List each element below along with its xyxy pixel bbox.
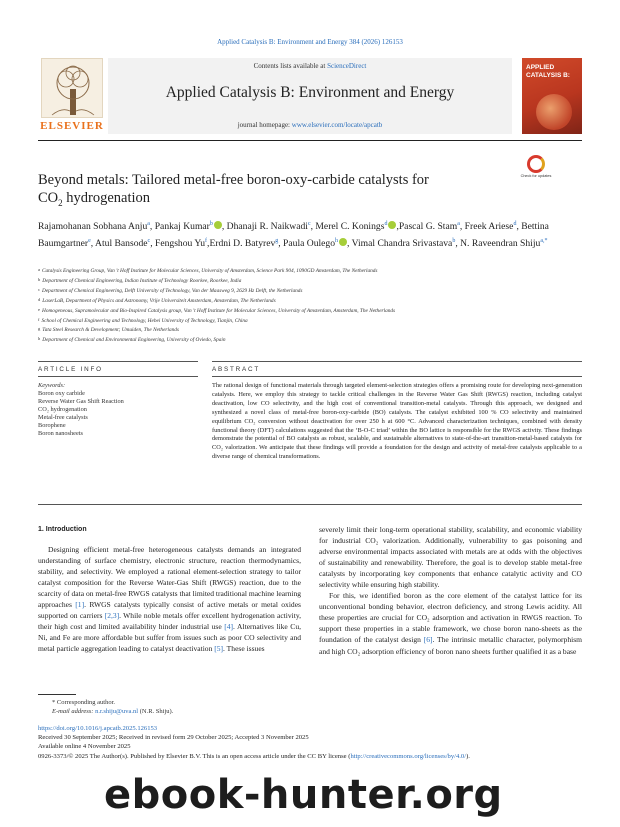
affiliation-tag: c <box>38 286 40 292</box>
affiliation-item <box>38 316 583 326</box>
title-co: CO <box>38 190 59 206</box>
keyword-item: Boron nanosheets <box>38 429 83 437</box>
license-link[interactable]: http://creativecommons.org/licenses/by/4.0/ <box>350 752 467 760</box>
author-name[interactable]: Erdni D. Batyrev <box>209 238 276 250</box>
homepage-prefix: journal homepage: <box>237 121 292 129</box>
cover-graphic <box>536 94 572 130</box>
author-affiliation-marker[interactable]: a <box>457 221 460 227</box>
intro-p1-text-b: . RWGS catalysts typically consist of active metals or metal oxides supported on carriers <box>38 600 301 621</box>
article-info-rule-2 <box>38 376 198 377</box>
footnote-rule <box>38 694 76 695</box>
affiliation-tag: h <box>38 336 41 342</box>
keyword-item: Borophene <box>38 421 66 429</box>
author-affiliation-marker[interactable]: a,* <box>540 238 548 245</box>
affiliation-text: School of Chemical Engineering and Technology, Hebei University of Technology, Tianjin, China <box>41 317 248 324</box>
elsevier-wordmark: ELSEVIER <box>40 120 104 132</box>
received-dates: Received 30 September 2025; Received in revised form 29 October 2025; Accepted 3 November 2025 <box>38 734 309 742</box>
corresponding-author-note: * Corresponding author. <box>52 699 116 706</box>
author-separator: , <box>221 221 227 233</box>
author-affiliation-marker[interactable]: h <box>335 238 339 245</box>
affiliation-text: Tata Steel Research & Development; Umuiden, The Netherlands <box>42 327 179 334</box>
intro-p1-text-e: . These issues <box>223 644 265 654</box>
citation-link[interactable]: [6] <box>423 635 433 645</box>
author-affiliation-marker[interactable]: d <box>384 221 388 227</box>
affiliation-tag: a <box>38 267 40 272</box>
keyword-item: Boron oxy carbide <box>38 390 85 397</box>
author-separator: , <box>347 238 352 250</box>
affiliation-list <box>38 266 583 345</box>
introduction-heading: 1. Introduction <box>38 526 87 533</box>
citation-link[interactable]: [1] <box>75 600 85 610</box>
affiliation-item <box>38 286 583 296</box>
author-separator: , <box>516 221 522 233</box>
author-name[interactable]: Pascal G. Stam <box>398 221 458 233</box>
author-separator: , <box>90 238 96 250</box>
author-separator: , <box>150 238 156 250</box>
intro-paragraph-1 <box>38 544 301 654</box>
author-name[interactable]: Paula Oulego <box>283 238 336 250</box>
email-line <box>38 707 338 716</box>
affiliation-text: Homogeneous, Supramolecular and Bio-Inspired Catalysis group, Van 't Hoff Institute for Molecular Sciences, University of Amsterdam, Amsterdam, The Netherlands <box>42 307 396 314</box>
intro-p1-text-c: . While noble metals offer excellent hydrogenation activity, their high cost and limited availability hinder industrial use <box>38 611 302 632</box>
journal-citation-line[interactable]: Applied Catalysis B: Environment and Energy 384 (2026) 126153 <box>217 38 403 46</box>
author-name[interactable]: Pankaj Kumar <box>154 221 210 233</box>
check-updates-icon <box>527 155 545 173</box>
affiliation-item <box>38 276 583 286</box>
affiliation-text: Catalysis Engineering Group, Van 't Hoff Institute for Molecular Sciences, University of Amsterdam, Science Park 904, 1090GD Amsterdam, The Netherlands <box>42 268 378 274</box>
author-list <box>38 217 583 251</box>
author-name[interactable]: Atul Bansode <box>95 238 148 250</box>
check-updates-label: Check for updates <box>520 174 552 178</box>
affiliation-text: Department of Chemical Engineering, Indian Institute of Technology Roorkee, Roorkee, India <box>42 277 242 284</box>
orcid-icon[interactable] <box>214 221 222 229</box>
author-separator: , <box>278 238 284 250</box>
email-link[interactable]: n.r.shiju@uva.nl <box>95 708 139 715</box>
keywords-list <box>38 390 198 437</box>
journal-cover-image <box>522 58 582 134</box>
abstract-rule-2 <box>212 376 582 377</box>
affiliation-item <box>38 296 583 306</box>
orcid-icon[interactable] <box>339 238 347 246</box>
author-affiliation-marker[interactable]: g <box>275 238 279 245</box>
email-suffix: (N.R. Shiju). <box>138 708 174 715</box>
article-info-rule <box>38 361 198 362</box>
affiliation-item <box>38 306 583 316</box>
intro-p2-text-b: . The intrinsic metallic character, polymorphism and high CO₂ adsorption efficiency of boron nano sheets further qualified it as a base <box>319 635 583 656</box>
contents-line <box>108 62 512 70</box>
author-affiliation-marker[interactable]: f <box>205 238 208 245</box>
title-line2-rest: hydrogenation <box>62 190 151 206</box>
license-text-end: ). <box>466 752 470 760</box>
keywords-label: Keywords: <box>38 382 66 389</box>
license-line <box>38 752 598 761</box>
intro-p2-text-a: For this, we identified boron as the core element of the catalyst lattice for its unconventional bonding behavior, electron deficiency, and strong Lewis acidity. All these properties are crucial for CO₂ adsorption and activation in RWGS reaction. To support these properties in a stable framework, we chose boron nano-sheets as the foundation of the catalyst design <box>319 591 582 645</box>
keyword-item: CO₂ hydrogenation <box>38 405 87 413</box>
footnote <box>38 698 338 716</box>
keyword-item: Metal-free catalysts <box>38 413 88 421</box>
keyword-item: Reverse Water Gas Shift Reaction <box>38 397 124 405</box>
author-name[interactable]: Dhanaji R. Naikwadi <box>226 221 308 233</box>
author-name[interactable]: Fengshou Yu <box>155 238 206 250</box>
available-online: Available online 4 November 2025 <box>38 743 131 751</box>
author-affiliation-marker[interactable]: b <box>452 238 456 245</box>
abstract-text: The rational design of functional materials through targeted element-selection strategies offers a promising route for developing next-generation catalysts. Here, we employ this strategy to tackle critical challenges in the Reverse Water Gas Shift (RWGS) reaction, including catalyst deactivation, low CO selectivity, and the high cost of conventional transition-metal catalysts. Through this approach, we designed and synthesized a novel class of metal-free boron-oxy-carbide (BO) catalysts. The catalyst exhibited 100 % CO selectivity and maintained equilibrium CO₂ conversion without deactivation for over 250 h at 600 °C. Advanced characterization techniques, combined with density functional theory (DFT) calculations suggested that the ‘B-O-C triad’ within the BO lattice is responsible for the RWGS activity. These findings demonstrate the potential of BO catalysts as robust, scalable, and sustainable alternatives to state-of-the-art transition-metal-based catalysts for CO₂ valorization. We anticipate that these findings will provide a foundation for the design and activity of metal-free catalysts applicable to a diverse range of chemical transformations. <box>212 382 582 461</box>
doi-link[interactable]: https://doi.org/10.1016/j.apcatb.2025.126153 <box>38 725 158 732</box>
author-separator: , <box>207 238 210 250</box>
article-info-heading: ARTICLE INFO <box>38 366 103 373</box>
intro-paragraph-2 <box>319 590 582 656</box>
title-line1: Beyond metals: Tailored metal-free boron-oxy-carbide catalysts for <box>38 172 429 188</box>
citation-link[interactable]: [2,3] <box>104 611 120 621</box>
watermark-text: ebook-hunter.org <box>104 772 503 818</box>
article-title <box>38 171 478 212</box>
body-column-right <box>319 524 582 657</box>
contents-prefix: Contents lists available at <box>253 62 328 70</box>
header-rule <box>38 140 582 141</box>
elsevier-logo <box>38 58 106 134</box>
affiliation-tag: g <box>38 326 41 332</box>
author-affiliation-marker[interactable]: a <box>147 221 150 227</box>
check-for-updates-button[interactable] <box>522 155 550 185</box>
elsevier-tree-icon <box>41 58 103 118</box>
author-affiliation-marker[interactable]: e <box>88 238 91 245</box>
intro-p1-text-d: . Alternatives like Cu, Ni, and Fe are more affordable but suffer from issues such as poor CO selectivity and metal particle aggregation leading to catalyst deactivation <box>38 622 301 654</box>
author-separator: , <box>396 221 399 233</box>
citation-link[interactable]: [5] <box>214 644 224 654</box>
homepage-line <box>108 121 512 129</box>
affiliation-item <box>38 266 583 276</box>
author-separator: , <box>310 221 316 233</box>
affiliation-text: LaserLaB, Department of Physics and Astronomy, Vrije Universiteit Amsterdam, Amsterdam, The Netherlands <box>42 297 276 304</box>
journal-title: Applied Catalysis B: Environment and Energy <box>165 84 455 101</box>
affiliation-text: Department of Chemical Engineering, Delft University of Technology, Van der Maasweg 9, 2629 Hz Delft, the Netherlands <box>42 287 303 294</box>
author-affiliation-marker[interactable]: d <box>513 221 517 227</box>
author-name[interactable]: Merel C. Konings <box>315 221 385 233</box>
publication-info <box>38 724 598 761</box>
author-name[interactable]: Bettina Baumgartner <box>38 221 549 250</box>
homepage-link[interactable]: www.elsevier.com/locate/apcatb <box>291 121 383 129</box>
affiliation-item <box>38 335 583 345</box>
abstract-heading: ABSTRACT <box>212 366 260 373</box>
citation-link[interactable]: [4] <box>224 622 234 632</box>
author-affiliation-marker[interactable]: c <box>307 221 311 227</box>
affiliation-tag: f <box>38 316 40 322</box>
author-separator: , <box>459 221 465 233</box>
intro-p1-text-a: Designing efficient metal-free heterogeneous catalysts demands an integrated understanding of surface chemistry, electronic structure, reaction thermodynamics, stability, and selectivity. We employed a rational element-selection strategy to tailor catalyst composition for the Reverse Water-Gas Shift (RWGS) reaction, due to the scarcity of data on metal-free RWGS catalysts that limited traditional machine learning approaches <box>38 545 302 610</box>
body-column-left <box>38 524 301 655</box>
title-co-sub: 2 <box>58 197 63 208</box>
affiliation-tag: e <box>38 306 40 312</box>
author-name[interactable]: Rajamohanan Sobhana Anju <box>38 221 148 233</box>
abstract-bottom-rule <box>38 504 582 505</box>
author-affiliation-marker[interactable]: c <box>147 238 151 245</box>
affiliation-item <box>38 325 583 335</box>
author-name[interactable]: Vimal Chandra Srivastava <box>351 238 453 250</box>
affiliation-text: Department of Chemical and Environmental Engineering, University of Oviedo, Spain <box>42 337 226 344</box>
cover-title: APPLIED CATALYSIS B: <box>526 64 570 79</box>
license-text: 0926-3373/© 2025 The Author(s). Published by Elsevier B.V. This is an open access article under the CC BY license ( <box>38 752 351 760</box>
journal-header <box>108 58 512 134</box>
author-affiliation-marker[interactable]: b <box>209 221 213 227</box>
intro-paragraph-1-cont: severely limit their long-term operational stability, scalability, and economic viability for industrial CO₂ valorization. Additionally, vulnerability to gas poisoning and adverse environmental impacts associated with metals are at odds with the objectives of sustainability and renewability. Therefore, the goal is to develop stable metal-free catalysts by incorporating key components that enhance catalytic activity and CO selectivity while ensuring high stability. <box>319 525 582 590</box>
author-name[interactable]: N. Raveendran Shiju <box>460 238 541 250</box>
author-separator: , <box>455 238 461 250</box>
author-name[interactable]: Freek Ariese <box>464 221 514 233</box>
author-separator: , <box>149 221 155 233</box>
sciencedirect-link[interactable]: ScienceDirect <box>327 62 367 70</box>
email-label: E-mail address: <box>52 708 96 715</box>
affiliation-tag: d <box>38 296 41 302</box>
abstract-rule <box>212 361 582 362</box>
affiliation-tag: b <box>38 276 41 282</box>
